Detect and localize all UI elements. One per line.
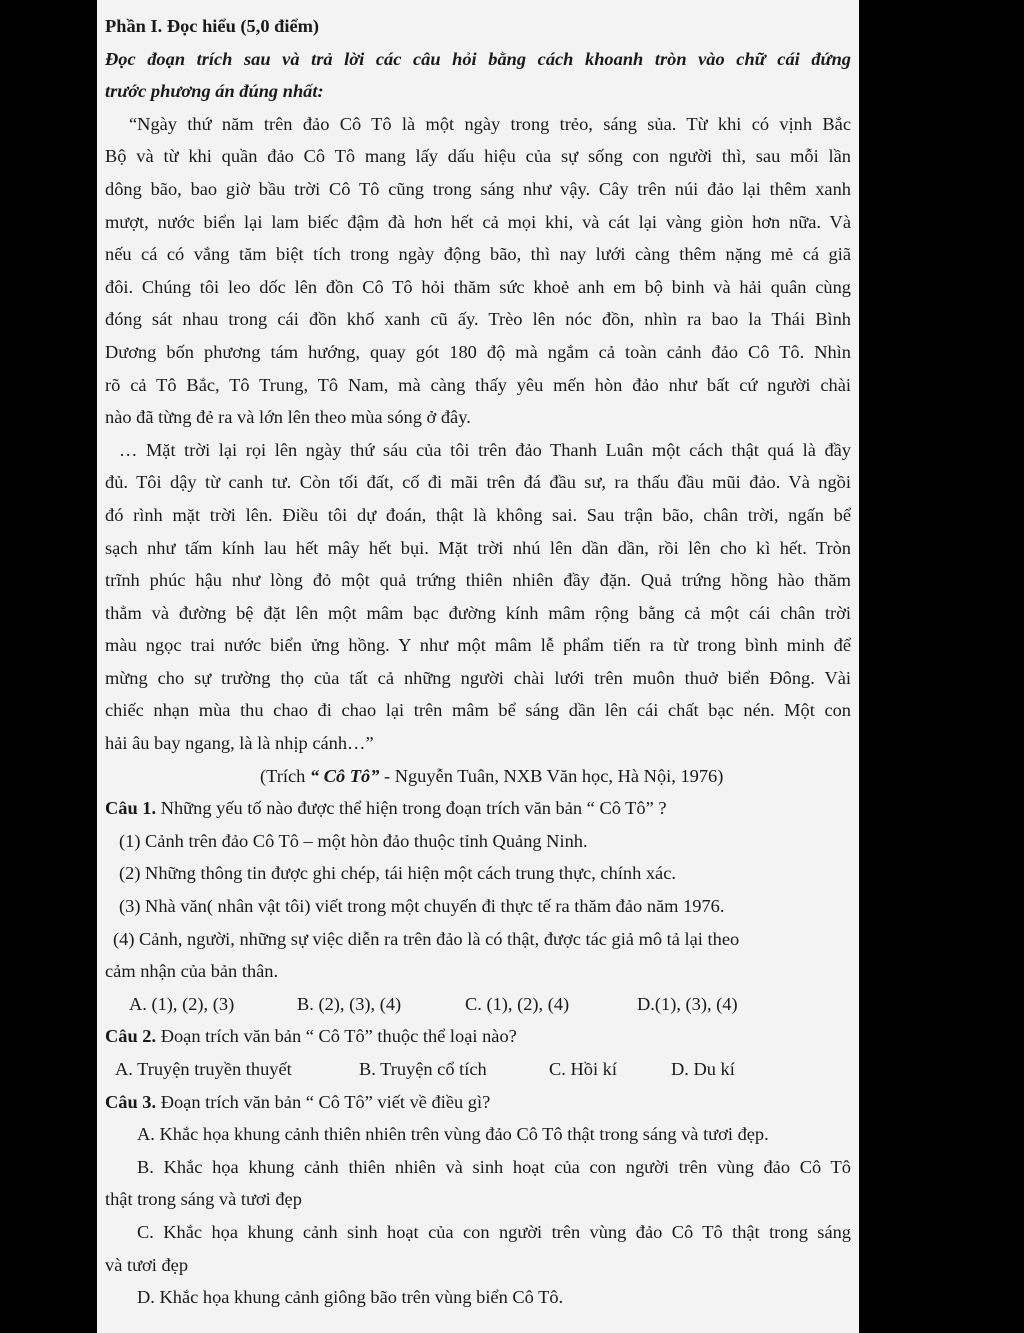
passage-line: nếu cá có vắng tăm biệt tích trong ngày động bão, thì nay lưới càng thêm nặng mẻ cá giã bbox=[105, 244, 851, 265]
instruction-line-1: Đọc đoạn trích sau và trả lời các câu hỏi bằng cách khoanh tròn vào chữ cái đứng bbox=[105, 48, 851, 69]
passage-line: đóng sát nhau trong cái đồn khố xanh cũ ấy. Trèo lên nóc đồn, nhìn ra bao la Thái Bình bbox=[105, 309, 851, 330]
option-d[interactable]: D. Khắc họa khung cảnh giông bão trên vùng biển Cô Tô. bbox=[137, 1287, 564, 1308]
question-1-item: (3) Nhà văn( nhân vật tôi) viết trong một chuyến đi thực tế ra thăm đảo năm 1976. bbox=[119, 896, 725, 917]
passage-line: sạch như tấm kính lau hết mây hết bụi. Mặt trời nhú lên dần dần, rồi lên cho kì hết. Tròn bbox=[105, 537, 851, 558]
option-d[interactable]: D. Du kí bbox=[671, 1059, 735, 1079]
question-3 bbox=[105, 1086, 851, 1314]
option-a[interactable]: A. Khắc họa khung cảnh thiên nhiên trên vùng đảo Cô Tô thật trong sáng và tươi đẹp. bbox=[137, 1124, 769, 1145]
question-2-text: Đoạn trích văn bản “ Cô Tô” thuộc thể loại nào? bbox=[156, 1026, 517, 1047]
option-a[interactable]: A. Truyện truyền thuyết bbox=[115, 1059, 292, 1079]
question-2 bbox=[105, 1020, 851, 1085]
section-title: Phần I. Đọc hiểu (5,0 điểm) bbox=[105, 16, 320, 36]
passage-line: … Mặt trời lại rọi lên ngày thứ sáu của tôi trên đảo Thanh Luân một cách thật quá là đầy bbox=[119, 439, 851, 460]
passage-line: đôi. Chúng tôi leo dốc lên đồn Cô Tô hỏi thăm sức khoẻ anh em bộ binh và hải quân cùng bbox=[105, 276, 851, 297]
option-c-continued: và tươi đẹp bbox=[105, 1254, 189, 1275]
instruction-line-2: trước phương án đúng nhất: bbox=[105, 81, 324, 102]
question-3-text: Đoạn trích văn bản “ Cô Tô” viết về điều gì? bbox=[156, 1091, 491, 1112]
option-c[interactable]: C. Hồi kí bbox=[549, 1059, 617, 1079]
citation bbox=[105, 760, 851, 793]
passage-line: trĩnh phúc hậu như lòng đỏ một quả trứng thiên nhiên đầy đặn. Quả trứng hồng hào thăm bbox=[105, 570, 851, 591]
option-c[interactable]: C. (1), (2), (4) bbox=[465, 993, 570, 1014]
question-2-label: Câu 2. bbox=[105, 1026, 157, 1047]
question-1-item: (4) Cảnh, người, những sự việc diễn ra trên đảo là có thật, được tác giả mô tả lại theo bbox=[113, 928, 740, 949]
question-3-label: Câu 3. bbox=[105, 1091, 157, 1112]
question-1-text: Những yếu tố nào được thể hiện trong đoạn trích văn bản “ Cô Tô” ? bbox=[156, 798, 667, 819]
passage-line: thẳm và đường bệ đặt lên một mâm bạc đường kính mâm rộng bằng cả một cái chân trời bbox=[105, 602, 851, 623]
citation-prefix: (Trích bbox=[260, 765, 310, 786]
passage-line: màu ngọc trai nước biển ửng hồng. Y như một mâm lễ phẩm tiến ra từ trong bình minh để bbox=[105, 635, 851, 656]
passage-line: Bộ và từ khi quần đảo Cô Tô mang lấy dấu hiệu của sự sống con người thì, sau mỗi lần bbox=[105, 146, 851, 167]
question-1-label: Câu 1. bbox=[105, 798, 157, 819]
question-1-item: cảm nhận của bản thân. bbox=[105, 961, 279, 982]
question-1-item: (2) Những thông tin được ghi chép, tái hiện một cách trung thực, chính xác. bbox=[119, 863, 676, 884]
question-1-options bbox=[105, 988, 851, 1021]
option-b[interactable]: B. (2), (3), (4) bbox=[297, 993, 402, 1014]
option-b[interactable]: B. Truyện cổ tích bbox=[359, 1059, 487, 1079]
passage-line: mừng cho sự trường thọ của tất cả những người chài lưới trên muôn thuở biển Đông. Vài bbox=[105, 667, 851, 688]
question-1 bbox=[105, 792, 851, 1020]
passage-line: hải âu bay ngang, là là nhịp cánh…” bbox=[105, 733, 374, 754]
passage-line: đủ. Tôi dậy từ canh tư. Còn tối đất, cố đi mãi trên đá đầu sư, ra thấu đầu mũi đảo. Và ngồi bbox=[105, 472, 851, 493]
passage-line: Dương bốn phương tám hướng, quay gót 180 độ mà ngắm cả toàn cảnh đảo Cô Tô. Nhìn bbox=[105, 341, 851, 362]
passage-line: rõ cả Tô Bắc, Tô Trung, Tô Nam, mà càng thấy yêu mến hòn đảo như bất cứ người chài bbox=[105, 374, 851, 395]
option-c[interactable]: C. Khắc họa khung cảnh sinh hoạt của con người trên vùng đảo Cô Tô thật trong sáng bbox=[137, 1221, 851, 1242]
option-d[interactable]: D.(1), (3), (4) bbox=[637, 993, 738, 1014]
option-b[interactable]: B. Khắc họa khung cảnh thiên nhiên và sinh hoạt của con người trên vùng đảo Cô Tô bbox=[137, 1156, 851, 1177]
citation-suffix: - Nguyễn Tuân, NXB Văn học, Hà Nội, 1976) bbox=[379, 765, 724, 786]
passage-line: “Ngày thứ năm trên đảo Cô Tô là một ngày trong trẻo, sáng sủa. Từ khi có vịnh Bắc bbox=[129, 113, 851, 134]
question-2-options bbox=[105, 1053, 851, 1086]
passage-line: dông bão, bao giờ bầu trời Cô Tô cũng trong sáng như vậy. Cây trên núi đảo lại thêm xanh bbox=[105, 178, 851, 199]
passage bbox=[105, 108, 851, 760]
question-1-prompt bbox=[105, 792, 851, 825]
passage-line: nào đã từng đẻ ra và lớn lên theo mùa sóng ở đây. bbox=[105, 407, 471, 428]
question-1-item: (1) Cảnh trên đảo Cô Tô – một hòn đảo thuộc tỉnh Quảng Ninh. bbox=[119, 830, 588, 851]
passage-line: mượt, nước biển lại lam biếc đậm đà hơn hết cả mọi khi, và cát lại vàng giòn hơn nữa. Và bbox=[105, 211, 851, 232]
option-a[interactable]: A. (1), (2), (3) bbox=[129, 993, 235, 1014]
passage-line: chiếc nhạn mùa thu chao đi chao lại trên mâm bể sáng dần lên cái chất bạc nén. Một con bbox=[105, 700, 851, 721]
citation-title: “ Cô Tô” bbox=[309, 765, 380, 786]
question-3-prompt bbox=[105, 1086, 851, 1119]
document-page bbox=[97, 0, 859, 1333]
option-b-continued: thật trong sáng và tươi đẹp bbox=[105, 1189, 302, 1210]
passage-line: đó rình mặt trời lên. Điều tôi dự đoán, thật là không sai. Sau trận bão, chân trời, ngấn bể bbox=[105, 504, 851, 525]
question-2-prompt bbox=[105, 1020, 851, 1053]
